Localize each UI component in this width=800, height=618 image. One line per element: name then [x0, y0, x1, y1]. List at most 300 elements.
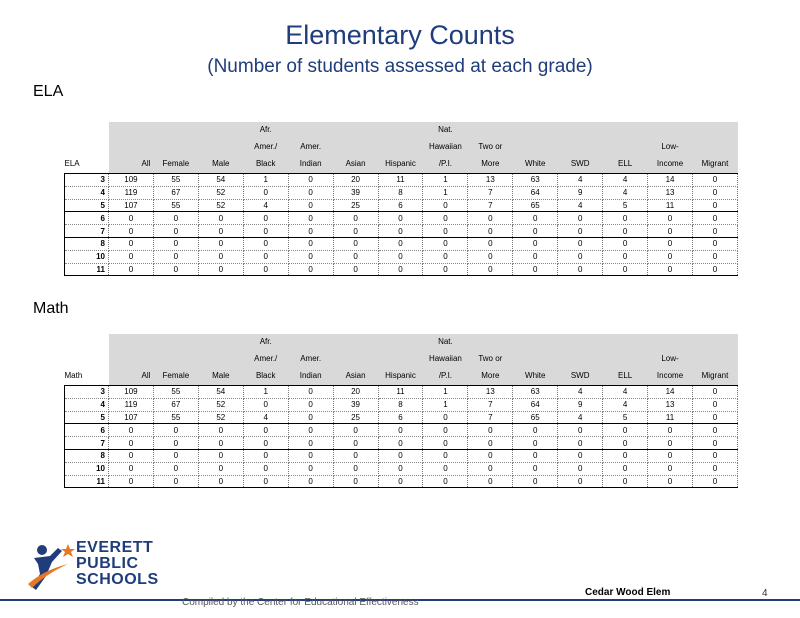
column-header	[198, 351, 243, 368]
grade-cell: 3	[65, 174, 109, 187]
count-cell: 20	[333, 174, 378, 187]
count-cell: 9	[558, 398, 603, 411]
count-cell: 0	[468, 449, 513, 462]
count-cell: 11	[378, 174, 423, 187]
grade-cell: 11	[65, 475, 109, 488]
count-cell: 0	[288, 225, 333, 238]
column-header: SWD	[558, 156, 603, 174]
count-cell: 0	[423, 475, 468, 488]
count-cell: 4	[603, 186, 648, 199]
column-header: Migrant	[692, 368, 737, 386]
ela-section-label: ELA	[33, 83, 64, 100]
column-header	[109, 139, 154, 156]
count-cell: 65	[513, 411, 558, 424]
count-cell: 0	[288, 386, 333, 399]
corner-label: ELA	[65, 156, 109, 174]
count-cell: 7	[468, 186, 513, 199]
count-cell: 0	[692, 386, 737, 399]
count-cell: 0	[378, 437, 423, 450]
count-cell: 0	[109, 250, 154, 263]
column-header: More	[468, 156, 513, 174]
count-cell: 0	[468, 462, 513, 475]
count-cell: 64	[513, 398, 558, 411]
grade-cell: 3	[65, 386, 109, 399]
count-cell: 0	[333, 225, 378, 238]
column-header	[692, 351, 737, 368]
column-header: Black	[243, 368, 288, 386]
column-header	[333, 139, 378, 156]
table-row	[65, 386, 738, 399]
everett-public-schools-logo	[24, 540, 164, 598]
count-cell: 0	[423, 250, 468, 263]
table-row	[65, 437, 738, 450]
corner-label	[65, 139, 109, 156]
corner-label	[65, 334, 109, 351]
count-cell: 0	[198, 437, 243, 450]
count-cell: 0	[153, 449, 198, 462]
column-header	[558, 334, 603, 351]
count-cell: 0	[692, 250, 737, 263]
column-header: Two or	[468, 139, 513, 156]
count-cell: 0	[153, 475, 198, 488]
count-cell: 0	[333, 263, 378, 276]
count-cell: 67	[153, 186, 198, 199]
column-header	[288, 334, 333, 351]
count-cell: 0	[603, 263, 648, 276]
count-cell: 107	[109, 411, 154, 424]
count-cell: 0	[109, 263, 154, 276]
count-cell: 0	[153, 263, 198, 276]
count-cell: 20	[333, 386, 378, 399]
count-cell: 55	[153, 386, 198, 399]
column-header	[109, 351, 154, 368]
column-header	[153, 139, 198, 156]
header-row	[65, 368, 738, 386]
count-cell: 0	[378, 449, 423, 462]
count-cell: 0	[692, 475, 737, 488]
column-header: Amer./	[243, 351, 288, 368]
table-row	[65, 174, 738, 187]
count-cell: 0	[109, 437, 154, 450]
column-header: Indian	[288, 368, 333, 386]
page-subtitle: (Number of students assessed at each grade)	[207, 56, 593, 77]
count-cell: 0	[378, 237, 423, 250]
count-cell: 52	[198, 398, 243, 411]
column-header	[198, 122, 243, 139]
count-cell: 0	[153, 462, 198, 475]
count-cell: 0	[243, 449, 288, 462]
count-cell: 0	[288, 449, 333, 462]
count-cell: 0	[648, 250, 693, 263]
table-row	[65, 237, 738, 250]
table-row	[65, 398, 738, 411]
count-cell: 0	[288, 250, 333, 263]
column-header: All	[109, 368, 154, 386]
count-cell: 0	[692, 225, 737, 238]
count-cell: 0	[423, 449, 468, 462]
column-header	[513, 139, 558, 156]
count-cell: 0	[243, 186, 288, 199]
count-cell: 0	[288, 462, 333, 475]
count-cell: 0	[648, 424, 693, 437]
column-header: Indian	[288, 156, 333, 174]
count-cell: 1	[423, 398, 468, 411]
column-header: Amer./	[243, 139, 288, 156]
count-cell: 52	[198, 411, 243, 424]
count-cell: 0	[558, 263, 603, 276]
page-number: 4	[762, 588, 768, 599]
count-cell: 4	[558, 199, 603, 212]
column-header: All	[109, 156, 154, 174]
column-header	[648, 334, 693, 351]
count-cell: 0	[153, 225, 198, 238]
column-header: Nat.	[423, 334, 468, 351]
column-header: Afr.	[243, 122, 288, 139]
column-header	[692, 334, 737, 351]
count-cell: 0	[558, 449, 603, 462]
count-cell: 7	[468, 411, 513, 424]
grade-cell: 4	[65, 398, 109, 411]
count-cell: 7	[468, 199, 513, 212]
count-cell: 0	[692, 462, 737, 475]
count-cell: 0	[198, 263, 243, 276]
count-cell: 13	[468, 386, 513, 399]
column-header	[378, 351, 423, 368]
header-row	[65, 334, 738, 351]
count-cell: 0	[468, 424, 513, 437]
column-header: Female	[153, 156, 198, 174]
count-cell: 1	[423, 386, 468, 399]
count-cell: 0	[603, 237, 648, 250]
count-cell: 0	[333, 237, 378, 250]
count-cell: 0	[692, 186, 737, 199]
count-cell: 1	[243, 386, 288, 399]
column-header: Asian	[333, 368, 378, 386]
count-cell: 13	[648, 186, 693, 199]
count-cell: 0	[243, 263, 288, 276]
grade-cell: 8	[65, 449, 109, 462]
column-header	[378, 122, 423, 139]
count-cell: 0	[378, 462, 423, 475]
count-cell: 0	[648, 212, 693, 225]
count-cell: 0	[423, 411, 468, 424]
count-cell: 0	[603, 250, 648, 263]
count-cell: 65	[513, 199, 558, 212]
count-cell: 0	[423, 263, 468, 276]
count-cell: 0	[109, 212, 154, 225]
column-header	[198, 139, 243, 156]
count-cell: 55	[153, 199, 198, 212]
header-row	[65, 156, 738, 174]
count-cell: 5	[603, 411, 648, 424]
count-cell: 0	[603, 437, 648, 450]
table-row	[65, 212, 738, 225]
count-cell: 0	[468, 250, 513, 263]
count-cell: 119	[109, 398, 154, 411]
count-cell: 0	[692, 212, 737, 225]
count-cell: 0	[288, 398, 333, 411]
count-cell: 0	[648, 462, 693, 475]
header-row	[65, 139, 738, 156]
count-cell: 0	[603, 462, 648, 475]
column-header	[288, 122, 333, 139]
column-header: White	[513, 156, 558, 174]
column-header: ELL	[603, 368, 648, 386]
count-cell: 0	[692, 411, 737, 424]
column-header	[603, 139, 648, 156]
count-cell: 0	[423, 437, 468, 450]
grade-cell: 7	[65, 225, 109, 238]
count-cell: 0	[109, 449, 154, 462]
count-cell: 4	[603, 398, 648, 411]
header-row	[65, 351, 738, 368]
column-header	[558, 351, 603, 368]
count-cell: 0	[288, 263, 333, 276]
count-cell: 0	[243, 398, 288, 411]
count-cell: 0	[423, 212, 468, 225]
count-cell: 0	[513, 250, 558, 263]
column-header: Hawaiian	[423, 139, 468, 156]
count-cell: 0	[378, 263, 423, 276]
column-header: SWD	[558, 368, 603, 386]
table-row	[65, 462, 738, 475]
count-cell: 0	[333, 475, 378, 488]
count-cell: 1	[423, 174, 468, 187]
column-header: Low-	[648, 351, 693, 368]
column-header	[558, 139, 603, 156]
column-header: Afr.	[243, 334, 288, 351]
column-header: Asian	[333, 156, 378, 174]
count-cell: 0	[198, 449, 243, 462]
table-row	[65, 263, 738, 276]
column-header: More	[468, 368, 513, 386]
count-cell: 0	[513, 263, 558, 276]
column-header: Nat.	[423, 122, 468, 139]
count-cell: 0	[648, 263, 693, 276]
count-cell: 4	[558, 411, 603, 424]
count-cell: 63	[513, 174, 558, 187]
column-header	[153, 122, 198, 139]
count-cell: 11	[648, 411, 693, 424]
column-header	[692, 122, 737, 139]
count-cell: 0	[692, 263, 737, 276]
table-row	[65, 225, 738, 238]
count-cell: 25	[333, 199, 378, 212]
count-cell: 0	[198, 250, 243, 263]
count-cell: 0	[603, 424, 648, 437]
count-cell: 0	[333, 250, 378, 263]
count-cell: 0	[468, 237, 513, 250]
count-cell: 0	[243, 475, 288, 488]
table-row	[65, 199, 738, 212]
count-cell: 64	[513, 186, 558, 199]
count-cell: 0	[109, 237, 154, 250]
count-cell: 6	[378, 411, 423, 424]
column-header: ELL	[603, 156, 648, 174]
count-cell: 0	[468, 437, 513, 450]
grade-cell: 11	[65, 263, 109, 276]
count-cell: 0	[558, 237, 603, 250]
count-cell: 0	[558, 212, 603, 225]
count-cell: 0	[198, 424, 243, 437]
ela-counts-table	[64, 122, 738, 276]
count-cell: 0	[378, 250, 423, 263]
count-cell: 0	[558, 250, 603, 263]
count-cell: 0	[513, 462, 558, 475]
logo-figure-icon	[24, 540, 80, 598]
count-cell: 0	[423, 462, 468, 475]
count-cell: 0	[692, 424, 737, 437]
count-cell: 0	[243, 424, 288, 437]
grade-cell: 5	[65, 199, 109, 212]
count-cell: 0	[288, 411, 333, 424]
count-cell: 4	[243, 411, 288, 424]
credit-text: Compiled by the Center for Educational Effectiveness	[182, 597, 419, 608]
logo-text-line: EVERETT	[76, 539, 154, 556]
column-header: Migrant	[692, 156, 737, 174]
count-cell: 0	[423, 424, 468, 437]
column-header: Hispanic	[378, 156, 423, 174]
count-cell: 0	[288, 237, 333, 250]
count-cell: 39	[333, 186, 378, 199]
count-cell: 7	[468, 398, 513, 411]
count-cell: 0	[109, 225, 154, 238]
column-header	[333, 334, 378, 351]
count-cell: 0	[513, 437, 558, 450]
count-cell: 6	[378, 199, 423, 212]
column-header	[513, 122, 558, 139]
count-cell: 109	[109, 174, 154, 187]
column-header	[153, 334, 198, 351]
column-header: Low-	[648, 139, 693, 156]
count-cell: 13	[648, 398, 693, 411]
grade-cell: 8	[65, 237, 109, 250]
corner-label	[65, 351, 109, 368]
count-cell: 0	[109, 462, 154, 475]
count-cell: 4	[603, 386, 648, 399]
count-cell: 0	[153, 237, 198, 250]
count-cell: 0	[648, 225, 693, 238]
count-cell: 14	[648, 386, 693, 399]
count-cell: 14	[648, 174, 693, 187]
column-header	[513, 334, 558, 351]
count-cell: 0	[288, 186, 333, 199]
corner-label: Math	[65, 368, 109, 386]
count-cell: 0	[153, 250, 198, 263]
table-row	[65, 475, 738, 488]
grade-cell: 6	[65, 212, 109, 225]
column-header: Female	[153, 368, 198, 386]
count-cell: 0	[648, 475, 693, 488]
count-cell: 0	[513, 475, 558, 488]
table-row	[65, 449, 738, 462]
count-cell: 0	[333, 424, 378, 437]
count-cell: 8	[378, 398, 423, 411]
count-cell: 0	[288, 174, 333, 187]
count-cell: 0	[558, 424, 603, 437]
count-cell: 5	[603, 199, 648, 212]
column-header	[153, 351, 198, 368]
corner-label	[65, 122, 109, 139]
count-cell: 0	[648, 237, 693, 250]
count-cell: 0	[513, 225, 558, 238]
column-header: Income	[648, 156, 693, 174]
count-cell: 0	[153, 424, 198, 437]
column-header: Hawaiian	[423, 351, 468, 368]
table-row	[65, 186, 738, 199]
grade-cell: 4	[65, 186, 109, 199]
page-title: Elementary Counts	[285, 20, 515, 50]
grade-cell: 10	[65, 462, 109, 475]
count-cell: 0	[243, 225, 288, 238]
count-cell: 0	[468, 475, 513, 488]
count-cell: 25	[333, 411, 378, 424]
logo-text-line: PUBLIC	[76, 555, 139, 572]
count-cell: 4	[603, 174, 648, 187]
count-cell: 11	[648, 199, 693, 212]
count-cell: 55	[153, 411, 198, 424]
column-header	[378, 139, 423, 156]
column-header: Two or	[468, 351, 513, 368]
count-cell: 54	[198, 174, 243, 187]
count-cell: 4	[558, 386, 603, 399]
column-header	[109, 122, 154, 139]
count-cell: 0	[288, 212, 333, 225]
count-cell: 0	[109, 475, 154, 488]
count-cell: 0	[243, 462, 288, 475]
count-cell: 0	[288, 424, 333, 437]
count-cell: 0	[558, 437, 603, 450]
count-cell: 0	[423, 237, 468, 250]
count-cell: 0	[468, 212, 513, 225]
count-cell: 0	[333, 449, 378, 462]
column-header	[648, 122, 693, 139]
math-section-label: Math	[33, 300, 69, 317]
grade-cell: 10	[65, 250, 109, 263]
column-header	[468, 122, 513, 139]
column-header: Amer.	[288, 139, 333, 156]
count-cell: 9	[558, 186, 603, 199]
count-cell: 11	[378, 386, 423, 399]
count-cell: 0	[198, 225, 243, 238]
count-cell: 54	[198, 386, 243, 399]
count-cell: 13	[468, 174, 513, 187]
count-cell: 0	[513, 424, 558, 437]
column-header: Amer.	[288, 351, 333, 368]
count-cell: 63	[513, 386, 558, 399]
count-cell: 0	[692, 237, 737, 250]
column-header	[692, 139, 737, 156]
count-cell: 0	[198, 212, 243, 225]
count-cell: 0	[378, 225, 423, 238]
count-cell: 0	[513, 212, 558, 225]
count-cell: 0	[243, 212, 288, 225]
logo-text-line: SCHOOLS	[76, 571, 159, 588]
count-cell: 0	[692, 449, 737, 462]
column-header	[513, 351, 558, 368]
count-cell: 109	[109, 386, 154, 399]
count-cell: 0	[648, 449, 693, 462]
count-cell: 0	[333, 462, 378, 475]
column-header	[109, 334, 154, 351]
count-cell: 0	[468, 225, 513, 238]
header-row	[65, 122, 738, 139]
count-cell: 55	[153, 174, 198, 187]
count-cell: 1	[423, 186, 468, 199]
table-row	[65, 424, 738, 437]
column-header	[603, 122, 648, 139]
count-cell: 0	[333, 437, 378, 450]
